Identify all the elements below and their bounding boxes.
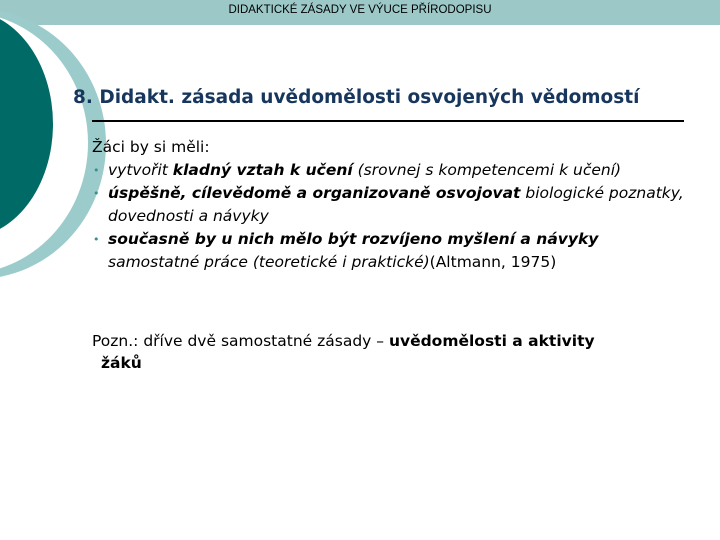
- point-text: (srovnej s kompetencemi k učení): [352, 161, 622, 179]
- point-emphasis: úspěšně, cílevědomě a organizovaně osvojovat: [108, 184, 521, 202]
- citation: (Altmann, 1975): [429, 253, 557, 271]
- point-text: samostatné práce (teoretické i praktické): [108, 253, 430, 271]
- point-emphasis: současně by u nich mělo být rozvíjeno myšlení a návyky: [108, 230, 599, 248]
- list-item: [92, 182, 692, 228]
- note-prefix: Pozn.: dříve dvě samostatné zásady –: [92, 332, 389, 350]
- header-title: DIDAKTICKÉ ZÁSADY VE VÝUCE PŘÍRODOPISU: [228, 4, 492, 16]
- bullet-icon: •: [93, 187, 100, 200]
- note: [92, 330, 702, 374]
- point-text: vytvořit: [108, 161, 173, 179]
- bullet-list: [92, 159, 692, 274]
- bullet-icon: •: [93, 233, 100, 246]
- list-item: [92, 159, 692, 182]
- body-content: [92, 136, 692, 274]
- note-emphasis-2: žáků: [101, 354, 142, 372]
- note-emphasis: uvědomělosti a aktivity: [388, 332, 595, 350]
- point-emphasis: kladný vztah k učení: [172, 161, 353, 179]
- heading-divider: [92, 120, 684, 122]
- bullet-icon: •: [93, 164, 100, 177]
- list-item: [92, 228, 692, 274]
- point-text: biologické poznatky, dovednosti a návyky: [108, 184, 684, 225]
- intro-text: Žáci by si měli:: [92, 138, 210, 156]
- slide-heading: 8. Didakt. zásada uvědomělosti osvojených vědomostí: [73, 87, 640, 108]
